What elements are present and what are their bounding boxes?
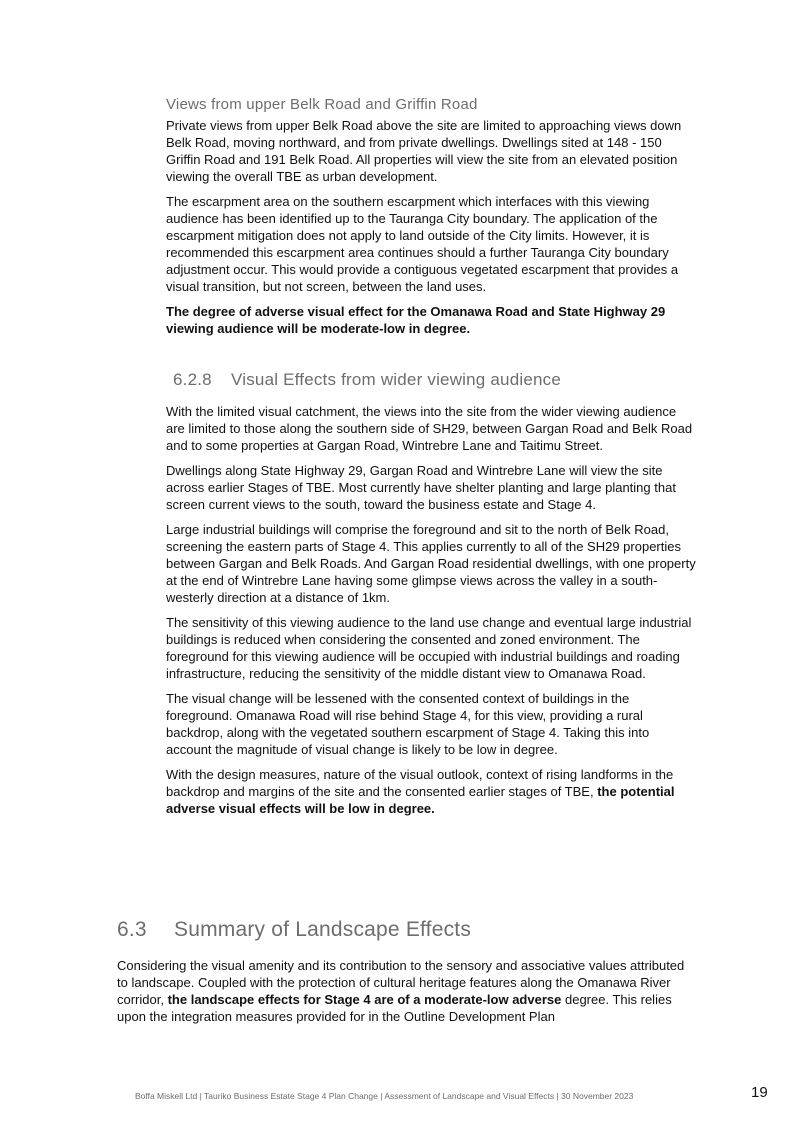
section-6-2-8-body [166, 403, 696, 825]
page-footer: Boffa Miskell Ltd | Tauriko Business Estate Stage 4 Plan Change | Assessment of Landscape and Visual Effects | 30 November 2023 [135, 1091, 634, 1101]
paragraph: The escarpment area on the southern escarpment which interfaces with this viewing audience has been identified up to the Tauranga City boundary. The application of the escarpment mitigation does not apply to land outside of the City limits. However, it is recommended this escarpment area continues should a further Tauranga City boundary adjustment occur. This would provide a contiguous vegetated escarpment that provides a visual transition, but not screen, between the land uses. [166, 194, 679, 294]
section-number: 6.2.8 [173, 370, 212, 389]
summary-intro: Considering the visual amenity and its contribution to the sensory and associative values attributed to landscape. Coupled with the protection of cultural heritage features along the Omanawa River corridor, [117, 958, 685, 1007]
summary-bold: the landscape effects for Stage 4 are of a moderate-low adverse [167, 992, 562, 1007]
paragraph: With the limited visual catchment, the views into the site from the wider viewing audience are limited to those along the southern side of SH29, between Gargan Road and Belk Road and to some properties at Gargan Road, Wintrebre Lane and Taitimu Street. [166, 404, 693, 453]
section-6-3-body [117, 957, 687, 1025]
paragraph: Dwellings along State Highway 29, Gargan Road and Wintrebre Lane will view the site across earlier Stages of TBE. Most currently have shelter planting and large planting that screen current views to the south, toward the business estate and Stage 4. [166, 463, 676, 512]
section-heading-6-2-8 [173, 370, 561, 390]
paragraph: Private views from upper Belk Road above the site are limited to approaching views down Belk Road, moving northward, and from private dwellings. Dwellings sited at 148 - 150 Griffin Road and 191 Belk Road. All properties will view the site from an elevated position viewing the overall TBE as urban development. [166, 118, 682, 184]
page-number: 19 [751, 1084, 768, 1101]
subheading-views-belk-griffin: Views from upper Belk Road and Griffin Road [166, 96, 478, 113]
section-heading-6-3 [117, 918, 471, 942]
section-title: Summary of Landscape Effects [174, 918, 472, 941]
summary-outro: degree. This relies upon the integration measures provided for in the Outline Development Plan [117, 992, 672, 1024]
paragraph: The visual change will be lessened with the consented context of buildings in the foreground. Omanawa Road will rise behind Stage 4, for this view, providing a rural backdrop, along with the vegetated southern escarpment of Stage 4. Taking this into account the magnitude of visual change is likely to be low in degree. [166, 691, 650, 757]
conclusion-paragraph: The degree of adverse visual effect for the Omanawa Road and State Highway 29 viewing audience will be moderate-low in degree. [166, 304, 666, 336]
paragraph: The sensitivity of this viewing audience to the land use change and eventual large industrial buildings is reduced when considering the consented and zoned environment. The foreground for this viewing audience will be occupied with industrial buildings and roading infrastructure, reducing the sensitivity of the middle distant view to Omanawa Road. [166, 615, 692, 681]
final-paragraph-bold: the potential adverse visual effects will be low in degree. [166, 784, 675, 816]
section-title: Visual Effects from wider viewing audience [231, 370, 561, 389]
paragraph [117, 957, 687, 1025]
section-belk-griffin-body [166, 117, 696, 345]
final-paragraph [166, 766, 696, 817]
final-paragraph-intro: With the design measures, nature of the visual outlook, context of rising landforms in the backdrop and margins of the site and the consented earlier stages of TBE, [166, 767, 674, 799]
paragraph: Large industrial buildings will comprise the foreground and sit to the north of Belk Road, screening the eastern parts of Stage 4. This applies currently to all of the SH29 properties between Gargan and Belk Roads. And Gargan Road residential dwellings, with one property at the end of Wintrebre Lane having some glimpse views across the valley in a south-westerly direction at a distance of 1km. [166, 522, 696, 605]
section-number: 6.3 [117, 918, 147, 941]
